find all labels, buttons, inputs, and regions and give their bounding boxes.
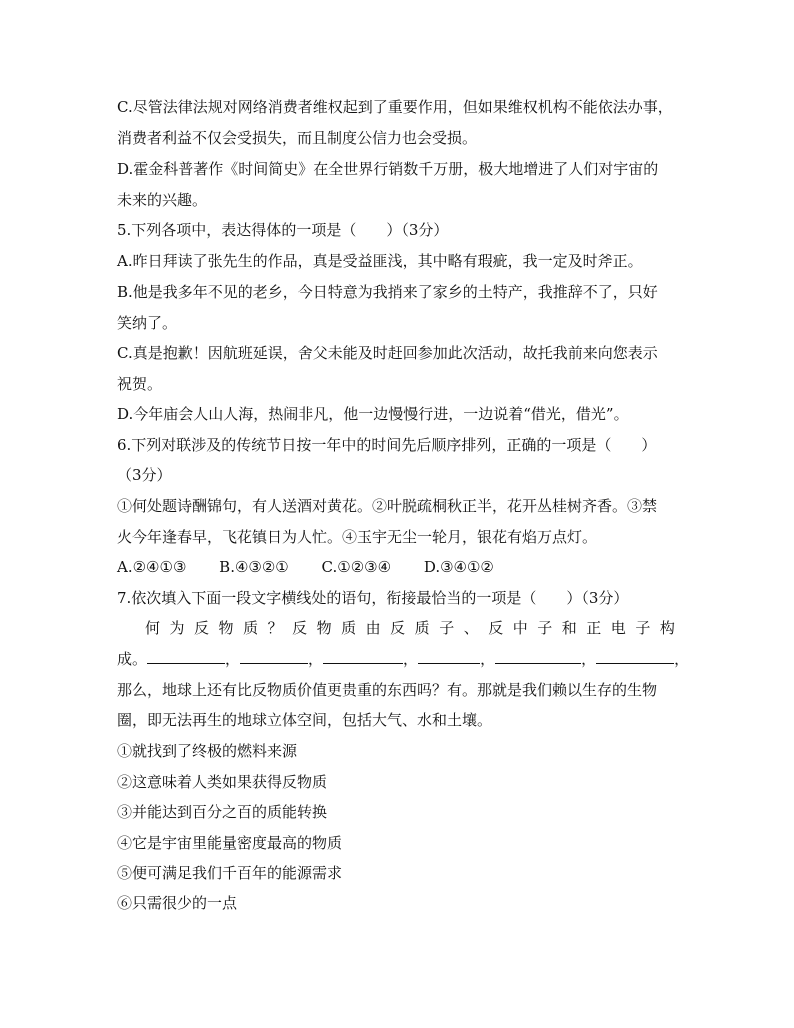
blank-3[interactable] <box>323 649 403 664</box>
q6-options <box>117 557 522 577</box>
q6-couplets-line2: 火今年逢春早，飞花镇日为人忙。④玉宇无尘一轮月，银花有焰万点灯。 <box>117 528 598 546</box>
q5-stem: 5.下列各项中，表达得体的一项是（ ）（3分） <box>117 221 449 239</box>
q4-option-d-line1: D.霍金科普著作《时间简史》在全世界行销数千万册，极大地增进了人们对宇宙的 <box>117 160 659 178</box>
q6-stem-line2: （3分） <box>117 466 172 484</box>
q7-item-3: ③并能达到百分之百的质能转换 <box>117 803 328 821</box>
q7-paragraph-line2: 成。 ， ， ， ， ， ， <box>117 650 690 668</box>
q7-item-1: ①就找到了终极的燃料来源 <box>117 742 298 760</box>
q5-option-d: D.今年庙会人山人海，热闹非凡，他一边慢慢行进，一边说着“借光，借光”。 <box>117 405 629 423</box>
q4-option-c-line1: C.尽管法律法规对网络消费者维权起到了重要作用，但如果维权机构不能依法办事， <box>117 98 673 116</box>
q6-option-a: A.②④①③ <box>117 558 187 576</box>
q5-option-b-line2: 笑纳了。 <box>117 314 178 332</box>
q6-option-b: B.④③②① <box>219 558 289 576</box>
q6-stem-line1: 6.下列对联涉及的传统节日按一年中的时间先后顺序排列，正确的一项是（ ） <box>117 436 657 454</box>
q7-paragraph-line1: 何 为 反 物 质 ？ 反 物 质 由 反 质 子 、 反 中 子 和 正 电 子 构 <box>145 619 675 637</box>
q7-paragraph-start: 成。 <box>117 650 148 668</box>
q7-item-4: ④它是宇宙里能量密度最高的物质 <box>117 834 343 852</box>
blank-2[interactable] <box>240 649 308 664</box>
q6-option-d: D.③④①② <box>423 558 494 576</box>
q6-couplets-line1: ①何处题诗酬锦句，有人送酒对黄花。②叶脱疏桐秋正半，花开丛桂树齐香。③禁 <box>117 497 658 515</box>
q7-item-6: ⑥只需很少的一点 <box>117 894 238 912</box>
q7-paragraph-line4: 圈，即无法再生的地球立体空间，包括大气、水和土壤。 <box>117 711 493 729</box>
q5-option-a: A.昨日拜读了张先生的作品，真是受益匪浅，其中略有瑕疵，我一定及时斧正。 <box>117 252 643 270</box>
q5-option-c-line2: 祝贺。 <box>117 375 163 393</box>
q7-item-5: ⑤便可满足我们千百年的能源需求 <box>117 864 343 882</box>
q7-stem: 7.依次填入下面一段文字横线处的语句，衔接最恰当的一项是（ ）（3分） <box>117 589 629 607</box>
blank-5[interactable] <box>495 649 581 664</box>
blank-4[interactable] <box>418 649 480 664</box>
blank-1[interactable] <box>147 649 225 664</box>
blank-6[interactable] <box>596 649 674 664</box>
q5-option-b-line1: B.他是我多年不见的老乡，今日特意为我捎来了家乡的土特产，我推辞不了，只好 <box>117 283 658 301</box>
q7-paragraph-line3: 那么，地球上还有比反物质价值更贵重的东西吗？有。那就是我们赖以生存的生物 <box>117 681 658 699</box>
q5-option-c-line1: C.真是抱歉！因航班延误，舍父未能及时赶回参加此次活动，故托我前来向您表示 <box>117 344 658 362</box>
q7-item-2: ②这意味着人类如果获得反物质 <box>117 773 328 791</box>
q6-option-c: C.①②③④ <box>321 558 392 576</box>
q4-option-c-line2: 消费者利益不仅会受损失，而且制度公信力也会受损。 <box>117 129 478 147</box>
q4-option-d-line2: 未来的兴趣。 <box>117 191 208 209</box>
